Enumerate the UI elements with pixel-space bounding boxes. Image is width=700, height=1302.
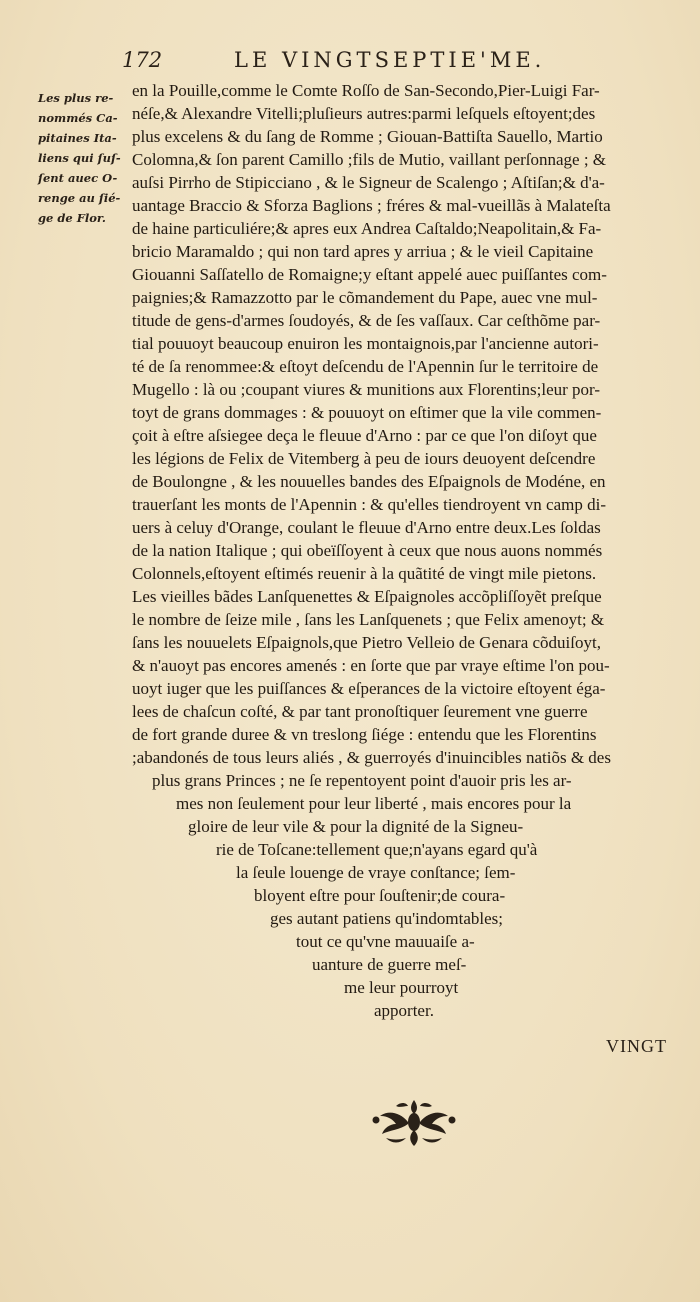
text-line: uanture de guerre meſ- bbox=[312, 955, 467, 974]
margin-note-line: ge de Flor. bbox=[38, 211, 106, 225]
text-line: les légions de Felix de Vitemberg à peu de iours deuoyent deſcendre bbox=[132, 449, 596, 468]
text-line: de Boulongne , & les nouuelles bandes des Eſpaignols de Modéne, en bbox=[132, 472, 606, 491]
catchword: VINGT bbox=[606, 1036, 667, 1056]
fleuron-ornament-icon bbox=[366, 1094, 462, 1150]
text-line: uers à celuy d'Orange, coulant le fleuue d'Arno entre deux.Les ſoldas bbox=[132, 518, 601, 537]
text-line: tout ce qu'vne mauuaiſe a- bbox=[296, 932, 475, 951]
text-line: & n'auoyt pas encores amenés : en ſorte que par vraye eſtime l'on pou- bbox=[132, 656, 610, 675]
text-line: ;abandonés de tous leurs aliés , & guerroyés d'inuincibles natiõs & des bbox=[132, 748, 611, 767]
margin-note-line: Les plus re- bbox=[38, 91, 114, 105]
text-line: trauerſant les monts de l'Apennin : & qu'elles tiendroyent vn camp di- bbox=[132, 495, 606, 514]
text-line: uoyt iuger que les puiſſances & eſperances de la victoire eſtoyent éga- bbox=[132, 679, 606, 698]
text-line: ſans les nouuelets Eſpaignols,que Pietro Velleio de Genara cõduiſoyt, bbox=[132, 633, 601, 652]
text-line: Les vieilles bãdes Lanſquenettes & Eſpaignoles accõpliſſoyẽt preſque bbox=[132, 587, 602, 606]
margin-note-line: nommés Ca- bbox=[38, 111, 118, 125]
margin-note-line: renge au ſié- bbox=[38, 191, 121, 205]
text-line: de haine particuliére;& apres eux Andrea Caſtaldo;Neapolitain,& Fa- bbox=[132, 219, 602, 238]
text-line: rie de Toſcane:tellement que;n'ayans egard qu'à bbox=[216, 840, 538, 859]
text-line: mes non ſeulement pour leur liberté , mais encores pour la bbox=[176, 794, 572, 813]
text-line: Mugello : là ou ;coupant viures & munitions aux Florentins;leur por- bbox=[132, 380, 601, 399]
text-line: le nombre de ſeize mile , ſans les Lanſquenets ; que Felix amenoyt; & bbox=[132, 610, 605, 629]
text-line: bricio Maramaldo ; qui non tard apres y arriua ; & le vieil Capitaine bbox=[132, 242, 594, 261]
margin-note-line: pitaines Ita- bbox=[38, 131, 117, 145]
text-line: ges autant patiens qu'indomtables; bbox=[270, 909, 503, 928]
text-line: la ſeule louenge de vraye conſtance; ſem- bbox=[236, 863, 516, 882]
text-line: Giouanni Saſſatello de Romaigne;y eſtant appelé auec puiſſantes com- bbox=[132, 265, 607, 284]
margin-note-line: liens qui ſuſ- bbox=[38, 151, 121, 165]
text-line: plus excelens & du ſang de Romme ; Giouan-Battiſta Sauello, Martio bbox=[132, 127, 603, 146]
text-line: en la Pouille,comme le Comte Roſſo de San-Secondo,Pier-Luigi Far- bbox=[132, 81, 600, 100]
text-line: Colonnels,eſtoyent eſtimés reuenir à la quãtité de vingt mile pietons. bbox=[132, 564, 597, 583]
text-line: paignies;& Ramazzotto par le cõmandement du Pape, auec vne mul- bbox=[132, 288, 598, 307]
text-line: té de ſa renommee:& eſtoyt deſcendu de l'Apennin ſur le territoire de bbox=[132, 357, 599, 376]
text-line: bloyent eſtre pour ſouſtenir;de coura- bbox=[254, 886, 506, 905]
text-line: Colomna,& ſon parent Camillo ;fils de Mutio, vaillant perſonnage ; & bbox=[132, 150, 607, 169]
running-head: LE VINGTSEPTIE'ME. bbox=[234, 48, 546, 72]
text-line: lees de chaſcun coſté, & par tant pronoſtiquer ſeurement vne guerre bbox=[132, 702, 588, 721]
text-line: plus grans Princes ; ne ſe repentoyent point d'auoir pris les ar- bbox=[152, 771, 572, 790]
margin-note bbox=[38, 88, 124, 228]
text-line: gloire de leur vile & pour la dignité de la Signeu- bbox=[188, 817, 524, 836]
text-line: toyt de grans dommages : & pouuoyt on eſtimer que la vile commen- bbox=[132, 403, 602, 422]
text-line: de la nation Italique ; qui obeïſſoyent à ceux que nous auons nommés bbox=[132, 541, 603, 560]
text-line: de fort grande duree & vn treslong ſiége : entendu que les Florentins bbox=[132, 725, 597, 744]
text-line: çoit à eſtre aſsiegee deça le fleuue d'Arno : par ce que l'on diſoyt que bbox=[132, 426, 597, 445]
text-line: uantage Braccio & Sforza Baglions ; fréres & mal-vueillãs à Malateſta bbox=[132, 196, 611, 215]
text-line: titude de gens-d'armes ſoudoyés, & de ſes vaſſaux. Car ceſthõme par- bbox=[132, 311, 601, 330]
text-line: apporter. bbox=[374, 1001, 434, 1020]
text-line: me leur pourroyt bbox=[344, 978, 459, 997]
text-line: tial pouuoyt beaucoup enuiron les montaignois,par l'ancienne autori- bbox=[132, 334, 599, 353]
text-line: néſe,& Alexandre Vitelli;pluſieurs autres:parmi leſquels eſtoyent;des bbox=[132, 104, 596, 123]
margin-note-line: ſent auec O- bbox=[38, 171, 118, 185]
text-line: auſsi Pirrho de Stipicciano , & le Signeur de Scalengo ; Aſtiſan;& d'a- bbox=[132, 173, 605, 192]
page-header bbox=[122, 48, 602, 78]
page-number: 172 bbox=[122, 48, 163, 72]
